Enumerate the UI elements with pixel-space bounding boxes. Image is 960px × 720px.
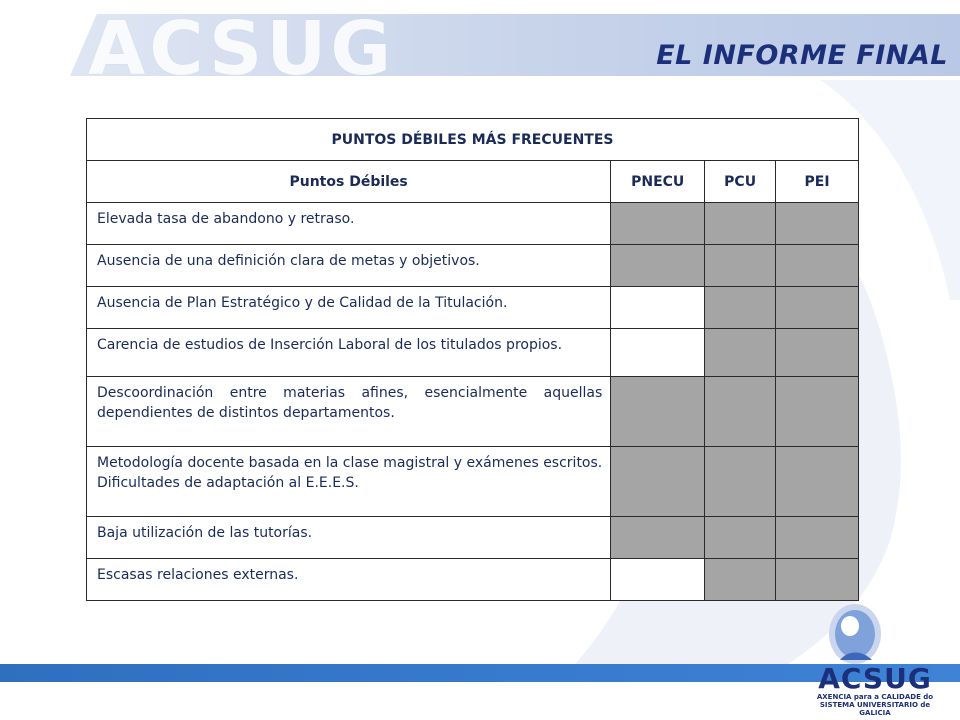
footer-logo-text: ACSUG — [818, 662, 932, 695]
mark-cell-pnecu — [611, 203, 705, 245]
column-header-pcu: PCU — [705, 161, 776, 203]
weak-point-text: Descoordinación entre materias afines, esencialmente aquellas dependientes de distintos departamentos. — [87, 377, 611, 447]
weak-point-text: Baja utilización de las tutorías. — [87, 517, 611, 559]
mark-cell-pei — [776, 377, 859, 447]
weak-point-text: Carencia de estudios de Inserción Laboral de los titulados propios. — [87, 329, 611, 377]
weak-points-table — [86, 118, 859, 601]
weak-point-text: Ausencia de una definición clara de metas y objetivos. — [87, 245, 611, 287]
header-logo: ACSUG — [88, 6, 396, 92]
column-header-pei: PEI — [776, 161, 859, 203]
table-body — [87, 203, 859, 601]
mark-cell-pcu — [705, 447, 776, 517]
mark-cell-pcu — [705, 203, 776, 245]
mark-cell-pei — [776, 447, 859, 517]
table-row — [87, 287, 859, 329]
column-header-weak-points: Puntos Débiles — [87, 161, 611, 203]
mark-cell-pnecu — [611, 447, 705, 517]
table-row — [87, 245, 859, 287]
weak-point-text: Elevada tasa de abandono y retraso. — [87, 203, 611, 245]
column-header-pnecu: PNECU — [611, 161, 705, 203]
page-title: EL INFORME FINAL — [656, 40, 948, 71]
weak-point-text: Ausencia de Plan Estratégico y de Calidad de la Titulación. — [87, 287, 611, 329]
table-row — [87, 377, 859, 447]
mark-cell-pnecu — [611, 377, 705, 447]
acsug-emblem-icon — [800, 600, 950, 670]
table-row — [87, 447, 859, 517]
weak-point-text: Escasas relaciones externas. — [87, 559, 611, 601]
mark-cell-pei — [776, 559, 859, 601]
mark-cell-pcu — [705, 245, 776, 287]
mark-cell-pei — [776, 245, 859, 287]
table-row — [87, 559, 859, 601]
mark-cell-pcu — [705, 377, 776, 447]
mark-cell-pei — [776, 329, 859, 377]
mark-cell-pei — [776, 517, 859, 559]
table-title: PUNTOS DÉBILES MÁS FRECUENTES — [87, 119, 859, 161]
table-header-row — [87, 161, 859, 203]
mark-cell-pnecu — [611, 329, 705, 377]
mark-cell-pnecu — [611, 559, 705, 601]
table-title-row — [87, 119, 859, 161]
mark-cell-pcu — [705, 329, 776, 377]
mark-cell-pcu — [705, 287, 776, 329]
mark-cell-pei — [776, 287, 859, 329]
table-row — [87, 517, 859, 559]
table-row — [87, 203, 859, 245]
mark-cell-pnecu — [611, 245, 705, 287]
footer-logo-subtitle: AXENCIA para a CALIDADE do SISTEMA UNIVERSITARIO de GALICIA — [816, 693, 934, 717]
mark-cell-pnecu — [611, 287, 705, 329]
mark-cell-pei — [776, 203, 859, 245]
mark-cell-pnecu — [611, 517, 705, 559]
mark-cell-pcu — [705, 517, 776, 559]
weak-point-text: Metodología docente basada en la clase magistral y exámenes escritos. Dificultades de adaptación al E.E.E.S. — [87, 447, 611, 517]
table-row — [87, 329, 859, 377]
mark-cell-pcu — [705, 559, 776, 601]
footer-logo — [800, 600, 950, 716]
